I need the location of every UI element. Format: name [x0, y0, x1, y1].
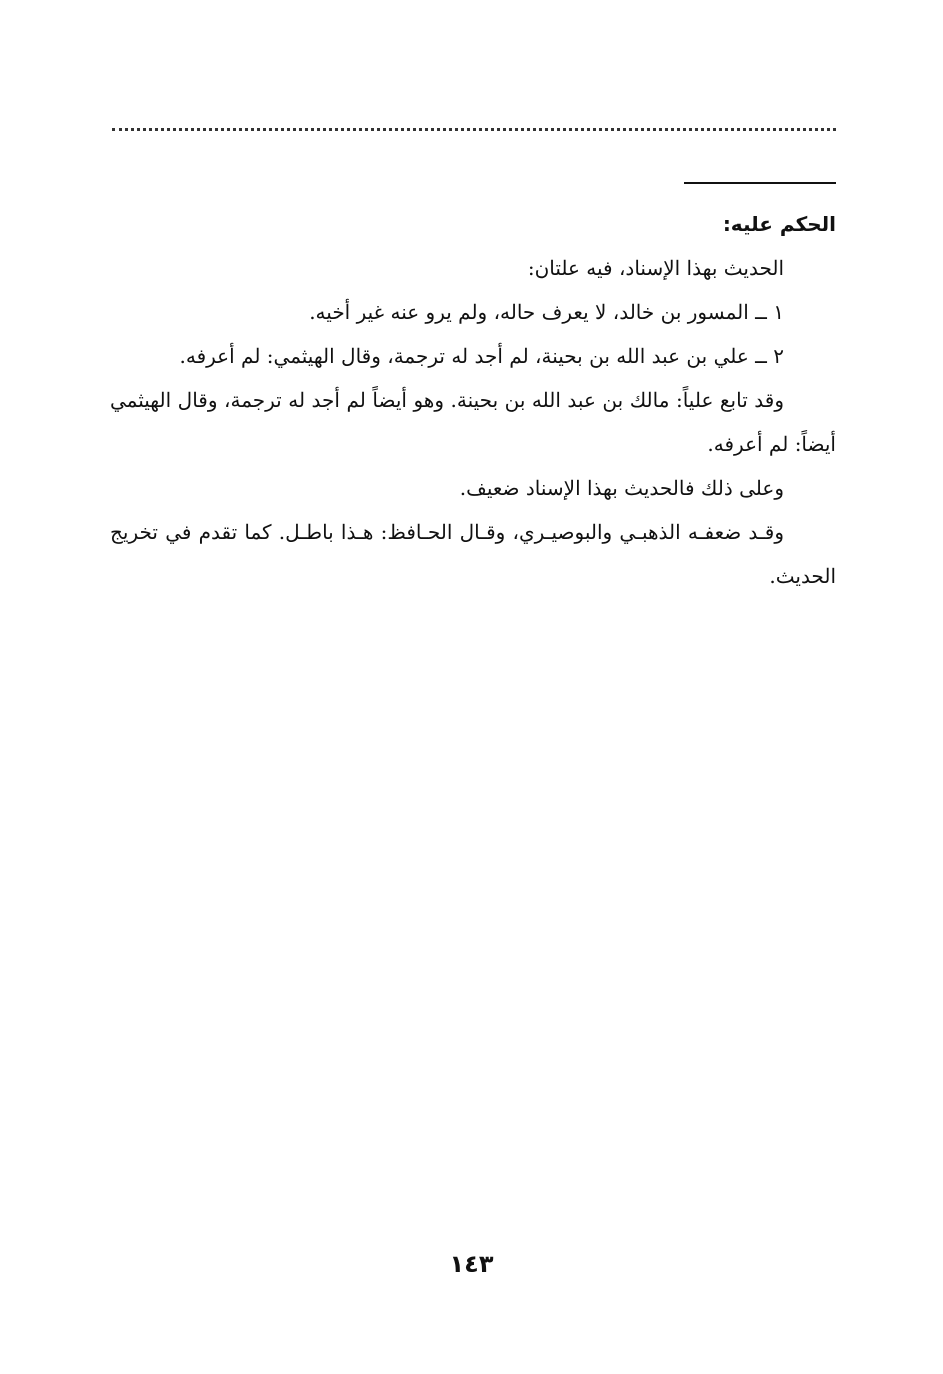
heading-rule	[684, 182, 836, 184]
paragraph-intro: الحديث بهذا الإسناد، فيه علتان:	[527, 256, 784, 280]
paragraph-conclusion: وعلى ذلك فالحديث بهذا الإسناد ضعيف.	[459, 476, 784, 500]
paragraph-follow-up: وقد تابع علياً: مالك بن عبد الله بن بحينة. وهو أيضاً لم أجد له ترجمة، وقال الهيثمي أيضاً: لم أعرفه.	[110, 388, 836, 456]
page-number: ١٤٣	[449, 1250, 494, 1278]
section-heading: الحكم عليه:	[722, 212, 836, 236]
page-body	[110, 202, 836, 598]
paragraph-cause-2: ٢ ــ علي بن عبد الله بن بحينة، لم أجد له ترجمة، وقال الهيثمي: لم أعرفه.	[179, 344, 784, 368]
dotted-separator	[112, 128, 836, 131]
paragraph-verdict: وقـد ضعفـه الذهبـي والبوصيـري، وقـال الحـافظ: هـذا باطـل. كما تقدم في تخريج الحديث.	[110, 520, 836, 588]
paragraph-cause-1: ١ ــ المسور بن خالد، لا يعرف حاله، ولم يرو عنه غير أخيه.	[309, 300, 784, 324]
